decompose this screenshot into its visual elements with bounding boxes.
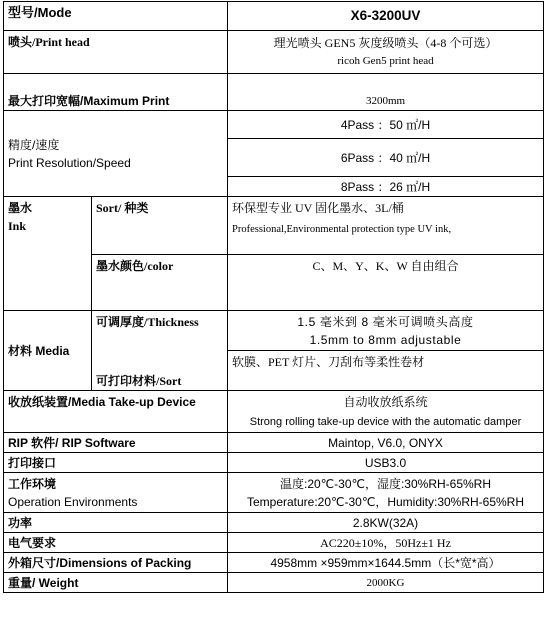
environment-label-cn: 工作环境 [8, 476, 57, 491]
spec-table [3, 1, 544, 593]
print-head-label: 喷头/Print head [4, 31, 228, 74]
takeup-label: 收放纸装置/Media Take-up Device [4, 391, 228, 433]
print-head-value [228, 31, 544, 74]
ink-sort-value [228, 197, 544, 255]
resolution-6pass: 6Pass ：40 ㎡/H [228, 139, 544, 177]
interface-label: 打印接口 [4, 453, 228, 473]
environment-value [228, 473, 544, 513]
takeup-value-en: Strong rolling take-up device with the automatic damper [249, 415, 522, 428]
ink-sort-value-cn: 环保型专业 UV 固化墨水、3L/桶 [232, 201, 404, 215]
ink-sort-value-en: Professional,Environmental protection type UV ink, [232, 224, 452, 235]
voltage-label: 电气要求 [4, 533, 228, 553]
ink-color-value: C、M、Y、K、W 自由组合 [228, 255, 544, 311]
environment-label [4, 473, 228, 513]
ink-color-label: 墨水颜色/color [92, 255, 228, 311]
row-rip [4, 433, 544, 453]
print-head-value-cn: 理光喷头 GEN5 灰度级喷头（4-8 个可选） [273, 36, 498, 50]
max-width-label: 最大打印宽幅/Maximum Print [4, 74, 228, 111]
row-ink-sort [4, 197, 544, 255]
media-thickness-value-cn: 1.5 毫米到 8 毫米可调喷头高度 [297, 314, 474, 329]
row-power [4, 513, 544, 533]
media-thickness-label: 可调厚度/Thickness [92, 311, 228, 351]
power-label: 功率 [4, 513, 228, 533]
media-label: 材料 Media [4, 311, 92, 391]
dimensions-label: 外箱尺寸/Dimensions of Packing [4, 553, 228, 573]
row-print-head [4, 31, 544, 74]
resolution-4pass: 4Pass ：50 ㎡/H [228, 111, 544, 139]
ink-label-cn: 墨水 [8, 201, 33, 215]
takeup-value [228, 391, 544, 433]
row-media-thickness [4, 311, 544, 351]
media-printable-label: 可打印材料/Sort [92, 351, 228, 391]
max-width-value: 3200mm [228, 74, 544, 111]
resolution-label-cn: 精度/速度 [8, 137, 60, 152]
print-head-value-en: ricoh Gen5 print head [337, 55, 434, 67]
media-thickness-value-en: 1.5mm to 8mm adjustable [309, 332, 462, 347]
model-label: 型号/Mode [4, 2, 228, 31]
row-model [4, 2, 544, 31]
weight-value: 2000KG [228, 573, 544, 593]
environment-label-en: Operation Environments [8, 494, 138, 509]
media-thickness-value [228, 311, 544, 351]
environment-value-en: Temperature:20℃-30℃，Humidity:30%RH-65%RH [246, 494, 525, 509]
environment-value-cn: 温度:20℃-30℃，湿度:30%RH-65%RH [279, 476, 491, 491]
voltage-value: AC220±10%，50Hz±1 Hz [228, 533, 544, 553]
rip-label: RIP 软件/ RIP Software [4, 433, 228, 453]
model-value: X6-3200UV [228, 2, 544, 31]
interface-value: USB3.0 [228, 453, 544, 473]
rip-value: Maintop, V6.0, ONYX [228, 433, 544, 453]
row-resolution-4pass [4, 111, 544, 139]
resolution-label [4, 111, 228, 197]
ink-label-en: Ink [8, 219, 27, 233]
resolution-8pass: 8Pass ：26 ㎡/H [228, 177, 544, 197]
dimensions-value: 4958mm ×959mm×1644.5mm（长*宽*高） [228, 553, 544, 573]
media-printable-value: 软膜、PET 灯片、刀刮布等柔性卷材 [228, 351, 544, 391]
takeup-value-cn: 自动收放纸系统 [343, 394, 428, 409]
row-max-width [4, 74, 544, 111]
weight-label: 重量/ Weight [4, 573, 228, 593]
ink-sort-label: Sort/ 种类 [92, 197, 228, 255]
row-dimensions [4, 553, 544, 573]
row-voltage [4, 533, 544, 553]
row-environment [4, 473, 544, 513]
resolution-label-en: Print Resolution/Speed [8, 155, 131, 170]
row-interface [4, 453, 544, 473]
power-value: 2.8KW(32A) [228, 513, 544, 533]
row-takeup [4, 391, 544, 433]
ink-label [4, 197, 92, 311]
row-weight [4, 573, 544, 593]
